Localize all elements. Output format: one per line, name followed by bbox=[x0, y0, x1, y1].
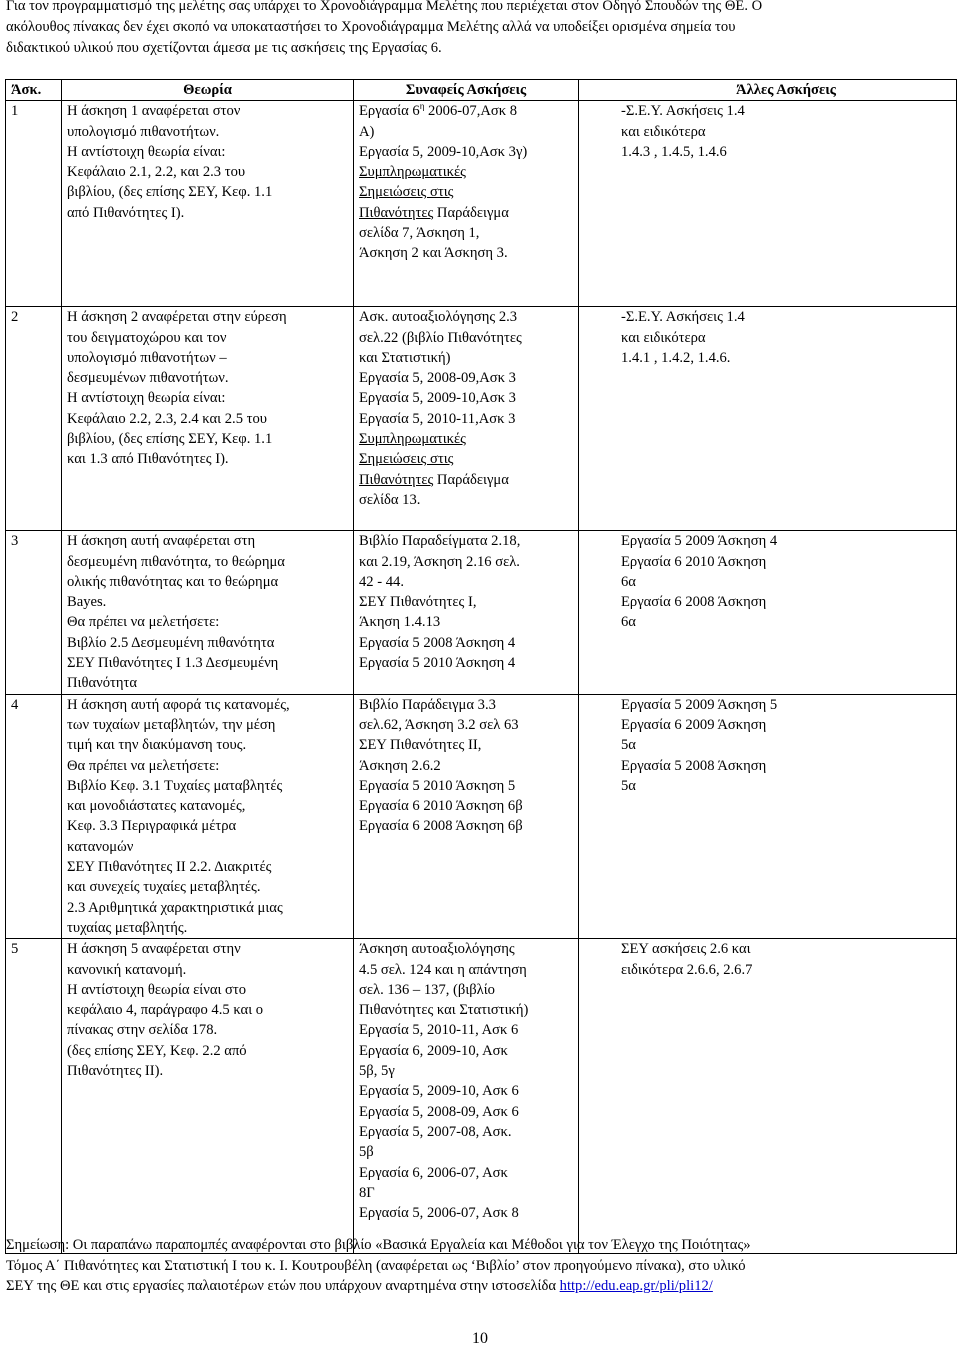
website-link[interactable]: http://edu.eap.gr/pli/pli12/ bbox=[559, 1278, 713, 1294]
theory-line: κατανομών bbox=[67, 838, 134, 855]
related-line bbox=[359, 1142, 573, 1162]
related-text: Εργασία 6 bbox=[359, 103, 420, 120]
related-line bbox=[359, 182, 573, 202]
related-line bbox=[359, 980, 573, 1000]
related-line bbox=[359, 142, 573, 162]
other-line: 1.4.3 , 1.4.5, 1.4.6 bbox=[621, 143, 727, 160]
theory-cell bbox=[62, 307, 354, 531]
related-text: Εργασία 5 2010 Άσκηση 4 bbox=[359, 655, 516, 672]
related-line bbox=[359, 776, 573, 796]
theory-line: Θα πρέπει να μελετήσετε: bbox=[67, 757, 220, 774]
exercise-number: 4 bbox=[6, 694, 62, 939]
exercise-number: 2 bbox=[6, 307, 62, 531]
theory-line: του δειγματοχώρου και τον bbox=[67, 329, 227, 346]
related-line bbox=[359, 490, 573, 510]
related-line bbox=[359, 1081, 573, 1101]
related-text: Εργασία 5, 2007-08, Ασκ. bbox=[359, 1123, 512, 1140]
theory-line: δεσμευμένη πιθανότητα, το θεώρημα bbox=[67, 553, 285, 570]
theory-line: Πιθανότητα bbox=[67, 675, 138, 692]
exercise-number: 3 bbox=[6, 531, 62, 694]
related-line bbox=[359, 409, 573, 429]
intro-line: Για τον προγραμματισμό της μελέτης σας υπάρχει το Χρονοδιάγραμμα Μελέτης που περιέχεται στον Οδηγό Σπουδών της ΘΕ. Ο bbox=[6, 0, 763, 14]
note-text: ΣΕΥ της ΘΕ και στις εργασίες παλαιοτέρων ετών που υπάρχουν αναρτημένα στην ιστοσελίδα bbox=[6, 1278, 560, 1294]
related-line bbox=[359, 1183, 573, 1203]
theory-line: Θα πρέπει να μελετήσετε: bbox=[67, 614, 220, 631]
note-line: Τόμος Α΄ Πιθανότητες και Στατιστική Ι του κ. Ι. Κουτρουβέλη (αναφέρεται ως ‘Βιβλίο’ στον προηγούμενο πίνακα), στο υλικό bbox=[6, 1257, 746, 1274]
table-row bbox=[6, 101, 957, 307]
related-text: σελ. 136 – 137, (βιβλίο bbox=[359, 981, 495, 998]
related-line bbox=[359, 1163, 573, 1183]
related-text: Εργασία 5 2010 Άσκηση 5 bbox=[359, 777, 516, 794]
related-text: Βιβλίο Παραδείγματα 2.18, bbox=[359, 533, 521, 550]
related-text: 42 - 44. bbox=[359, 573, 404, 590]
related-text: Εργασία 5, 2010-11,Ασκ 3 bbox=[359, 410, 516, 427]
related-text: Παράδειγμα bbox=[433, 204, 509, 221]
other-cell bbox=[579, 101, 957, 307]
other-line: -Σ.Ε.Υ. Ασκήσεις 1.4 bbox=[621, 103, 745, 120]
theory-cell bbox=[62, 101, 354, 307]
other-line: 1.4.1 , 1.4.2, 1.4.6. bbox=[621, 349, 731, 366]
related-line bbox=[359, 1122, 573, 1142]
other-line: 5α bbox=[621, 737, 636, 754]
related-cell bbox=[354, 939, 579, 1254]
header-theory: Θεωρία bbox=[62, 80, 354, 101]
related-text: 2006-07,Ασκ 8 bbox=[424, 103, 518, 120]
related-line bbox=[359, 348, 573, 368]
related-line bbox=[359, 243, 573, 263]
theory-line: δεσμευμένων πιθανοτήτων. bbox=[67, 370, 229, 387]
other-cell bbox=[579, 307, 957, 531]
related-text: ΣΕΥ Πιθανότητες Ι, bbox=[359, 594, 477, 611]
underlined-text: Συμπληρωματικές bbox=[359, 431, 466, 448]
related-cell bbox=[354, 694, 579, 939]
other-line: 6α bbox=[621, 573, 636, 590]
theory-line: Κεφ. 3.3 Περιγραφικά μέτρα bbox=[67, 818, 237, 835]
related-line bbox=[359, 470, 573, 490]
related-text: Άκηση 1.4.13 bbox=[359, 614, 441, 631]
related-text: σελ.62, Άσκηση 3.2 σελ 63 bbox=[359, 716, 519, 733]
related-text: Εργασία 5, 2006-07, Ασκ 8 bbox=[359, 1205, 519, 1222]
related-line bbox=[359, 1061, 573, 1081]
other-line: Εργασία 6 2010 Άσκηση bbox=[621, 553, 767, 570]
footnote bbox=[6, 1235, 956, 1297]
theory-cell bbox=[62, 694, 354, 939]
theory-line: ολικής πιθανότητας και το θεώρημα bbox=[67, 573, 279, 590]
theory-line: Κεφάλαιο 2.2, 2.3, 2.4 και 2.5 του bbox=[67, 410, 268, 427]
exercise-number: 1 bbox=[6, 101, 62, 307]
related-line bbox=[359, 1102, 573, 1122]
related-line bbox=[359, 203, 573, 223]
related-cell bbox=[354, 307, 579, 531]
related-text: Εργασία 5, 2009-10,Ασκ 3 bbox=[359, 390, 516, 407]
other-line: 6α bbox=[621, 614, 636, 631]
related-text: Εργασία 6, 2009-10, Ασκ bbox=[359, 1042, 508, 1059]
related-line bbox=[359, 328, 573, 348]
other-line: Εργασία 5 2008 Άσκηση bbox=[621, 757, 767, 774]
intro-paragraph bbox=[6, 0, 958, 59]
theory-line: Η άσκηση 2 αναφέρεται στην εύρεση bbox=[67, 309, 287, 326]
related-text: Εργασία 5, 2008-09,Ασκ 3 bbox=[359, 370, 516, 387]
theory-line: Η άσκηση αυτή αφορά τις κατανομές, bbox=[67, 696, 290, 713]
related-line bbox=[359, 572, 573, 592]
related-line bbox=[359, 816, 573, 836]
related-line bbox=[359, 756, 573, 776]
related-line bbox=[359, 101, 573, 121]
related-text: Βιβλίο Παράδειγμα 3.3 bbox=[359, 696, 496, 713]
theory-line: κεφάλαιο 4, παράγραφο 4.5 και ο bbox=[67, 1002, 264, 1019]
related-text: Άσκηση αυτοαξιολόγησης bbox=[359, 941, 515, 958]
related-text: σελίδα 7, Άσκηση 1, bbox=[359, 225, 480, 242]
related-text: Εργασία 6 2008 Άσκηση 6β bbox=[359, 818, 523, 835]
underlined-text: Σημειώσεις στις bbox=[359, 184, 454, 201]
header-exercise: Άσκ. bbox=[6, 80, 62, 101]
related-text: Εργασία 5, 2008-09, Ασκ 6 bbox=[359, 1103, 519, 1120]
related-text: και 2.19, Άσκηση 2.16 σελ. bbox=[359, 553, 520, 570]
related-line bbox=[359, 695, 573, 715]
related-text: και Στατιστική) bbox=[359, 349, 451, 366]
related-text: Εργασία 6, 2006-07, Ασκ bbox=[359, 1164, 508, 1181]
table-row bbox=[6, 531, 957, 694]
related-line bbox=[359, 1020, 573, 1040]
theory-line: Πιθανότητες ΙΙ). bbox=[67, 1063, 164, 1080]
related-line bbox=[359, 429, 573, 449]
related-line bbox=[359, 939, 573, 959]
theory-line: Βιβλίο 2.5 Δεσμευμένη πιθανότητα bbox=[67, 634, 275, 651]
other-line: Εργασία 5 2009 Άσκηση 5 bbox=[621, 696, 778, 713]
related-line bbox=[359, 960, 573, 980]
note-line-last bbox=[6, 1276, 956, 1297]
related-line bbox=[359, 223, 573, 243]
theory-line: Bayes. bbox=[67, 594, 107, 611]
related-line bbox=[359, 796, 573, 816]
theory-line: Η άσκηση αυτή αναφέρεται στη bbox=[67, 533, 256, 550]
other-line: Εργασία 5 2009 Άσκηση 4 bbox=[621, 533, 778, 550]
related-line bbox=[359, 1203, 573, 1223]
related-text: Εργασία 5 2008 Άσκηση 4 bbox=[359, 634, 516, 651]
related-line bbox=[359, 531, 573, 551]
table-row bbox=[6, 307, 957, 531]
theory-line: Η άσκηση 1 αναφέρεται στον bbox=[67, 103, 241, 120]
related-text: Ασκ. αυτοαξιολόγησης 2.3 bbox=[359, 309, 518, 326]
related-cell bbox=[354, 531, 579, 694]
theory-line: Βιβλίο Κεφ. 3.1 Τυχαίες ματαβλητές bbox=[67, 777, 283, 794]
other-line: -Σ.Ε.Υ. Ασκήσεις 1.4 bbox=[621, 309, 745, 326]
related-line bbox=[359, 653, 573, 673]
other-line: Εργασία 6 2008 Άσκηση bbox=[621, 594, 767, 611]
related-line bbox=[359, 449, 573, 469]
theory-line: Κεφάλαιο 2.1, 2.2, και 2.3 του bbox=[67, 164, 246, 181]
theory-line: ΣΕΥ Πιθανότητες ΙΙ 2.2. Διακριτές bbox=[67, 859, 272, 876]
exercise-number: 5 bbox=[6, 939, 62, 1254]
underlined-text: Συμπληρωματικές bbox=[359, 164, 466, 181]
theory-line: (δες επίσης ΣΕΥ, Κεφ. 2.2 από bbox=[67, 1042, 247, 1059]
related-line bbox=[359, 552, 573, 572]
related-text: Άσκηση 2.6.2 bbox=[359, 757, 441, 774]
theory-line: τυχαίας μεταβλητής. bbox=[67, 919, 188, 936]
theory-cell bbox=[62, 531, 354, 694]
theory-line: και 1.3 από Πιθανότητες Ι). bbox=[67, 451, 229, 468]
other-line: Εργασία 6 2009 Άσκηση bbox=[621, 716, 767, 733]
theory-line: και μονοδιάστατες κατανομές, bbox=[67, 798, 246, 815]
theory-line: και συνεχείς τυχαίες μεταβλητές. bbox=[67, 879, 261, 896]
related-text: 5β bbox=[359, 1144, 374, 1161]
related-line bbox=[359, 368, 573, 388]
intro-line: ακόλουθος πίνακας δεν έχει σκοπό να υποκαταστήσει το Χρονοδιάγραμμα Μελέτης αλλά να υποδείξει ορισμένα σημεία του bbox=[6, 19, 736, 35]
related-text: σελ.22 (βιβλίο Πιθανότητες bbox=[359, 329, 522, 346]
related-text: Παράδειγμα bbox=[433, 471, 509, 488]
note-line: Σημείωση: Οι παραπάνω παραπομπές αναφέρονται στο βιβλίο «Βασικά Εργαλεία και Μέθοδοι για τον Έλεγχο της Ποιότητας» bbox=[6, 1237, 751, 1253]
other-line: και ειδικότερα bbox=[621, 123, 706, 140]
exercise-table bbox=[5, 79, 957, 1254]
table-header-row bbox=[6, 80, 957, 101]
related-text: Εργασία 5, 2009-10,Ασκ 3γ) bbox=[359, 143, 528, 160]
page-number: 10 bbox=[472, 1330, 488, 1347]
related-line bbox=[359, 715, 573, 735]
related-text: 4.5 σελ. 124 και η απάντηση bbox=[359, 961, 527, 978]
related-line bbox=[359, 307, 573, 327]
theory-line: βιβλίου, (δες επίσης ΣΕΥ, Κεφ. 1.1 bbox=[67, 184, 273, 201]
related-line bbox=[359, 1041, 573, 1061]
other-line: ΣΕΥ ασκήσεις 2.6 και bbox=[621, 941, 751, 958]
related-text: Εργασία 5, 2010-11, Ασκ 6 bbox=[359, 1022, 519, 1039]
related-text: Εργασία 5, 2009-10, Ασκ 6 bbox=[359, 1083, 519, 1100]
theory-line: πίνακας στην σελίδα 178. bbox=[67, 1022, 218, 1039]
related-text: Εργασία 6 2010 Άσκηση 6β bbox=[359, 798, 523, 815]
related-text: ΣΕΥ Πιθανότητες ΙΙ, bbox=[359, 737, 482, 754]
related-text: Πιθανότητες και Στατιστική) bbox=[359, 1002, 529, 1019]
other-cell bbox=[579, 531, 957, 694]
related-line bbox=[359, 592, 573, 612]
theory-line: υπολογισμό πιθανοτήτων. bbox=[67, 123, 220, 140]
other-line: 5α bbox=[621, 777, 636, 794]
theory-line: ΣΕΥ Πιθανότητες Ι 1.3 Δεσμευμένη bbox=[67, 655, 279, 672]
table-row bbox=[6, 939, 957, 1254]
theory-line: Η αντίστοιχη θεωρία είναι στο bbox=[67, 981, 247, 998]
related-line bbox=[359, 162, 573, 182]
theory-line: Η αντίστοιχη θεωρία είναι: bbox=[67, 143, 226, 160]
underlined-text: Πιθανότητες bbox=[359, 204, 434, 221]
intro-line: διδακτικού υλικού που σχετίζονται άμεσα με τις ασκήσεις της Εργασίας 6. bbox=[6, 40, 442, 56]
related-line bbox=[359, 633, 573, 653]
related-text: 8Γ bbox=[359, 1184, 375, 1201]
theory-line: 2.3 Αριθμητικά χαρακτηριστικά μιας bbox=[67, 899, 283, 916]
related-line bbox=[359, 388, 573, 408]
other-line: ειδικότερα 2.6.6, 2.6.7 bbox=[621, 961, 753, 978]
underlined-text: Πιθανότητες bbox=[359, 471, 434, 488]
related-text: 5β, 5γ bbox=[359, 1063, 395, 1080]
header-other: Άλλες Ασκήσεις bbox=[579, 80, 957, 101]
other-cell bbox=[579, 939, 957, 1254]
underlined-text: Σημειώσεις στις bbox=[359, 451, 454, 468]
theory-cell bbox=[62, 939, 354, 1254]
other-line: και ειδικότερα bbox=[621, 329, 706, 346]
related-text: σελίδα 13. bbox=[359, 491, 421, 508]
related-line bbox=[359, 612, 573, 632]
related-text: Άσκηση 2 και Άσκηση 3. bbox=[359, 245, 508, 262]
theory-line: κανονική κατανομή. bbox=[67, 961, 187, 978]
theory-line: υπολογισμό πιθανοτήτων – bbox=[67, 349, 227, 366]
related-line bbox=[359, 1000, 573, 1020]
theory-line: βιβλίου, (δες επίσης ΣΕΥ, Κεφ. 1.1 bbox=[67, 431, 273, 448]
related-cell bbox=[354, 101, 579, 307]
related-line bbox=[359, 735, 573, 755]
theory-line: των τυχαίων μεταβλητών, την μέση bbox=[67, 716, 276, 733]
theory-line: Η αντίστοιχη θεωρία είναι: bbox=[67, 390, 226, 407]
theory-line: τιμή και την διακύμανση τους. bbox=[67, 737, 247, 754]
theory-line: από Πιθανότητες Ι). bbox=[67, 204, 185, 221]
related-line bbox=[359, 122, 573, 142]
other-cell bbox=[579, 694, 957, 939]
theory-line: Η άσκηση 5 αναφέρεται στην bbox=[67, 941, 241, 958]
superscript: η bbox=[419, 101, 425, 112]
related-text: Α) bbox=[359, 123, 375, 140]
table-row bbox=[6, 694, 957, 939]
header-related: Συναφείς Ασκήσεις bbox=[354, 80, 579, 101]
